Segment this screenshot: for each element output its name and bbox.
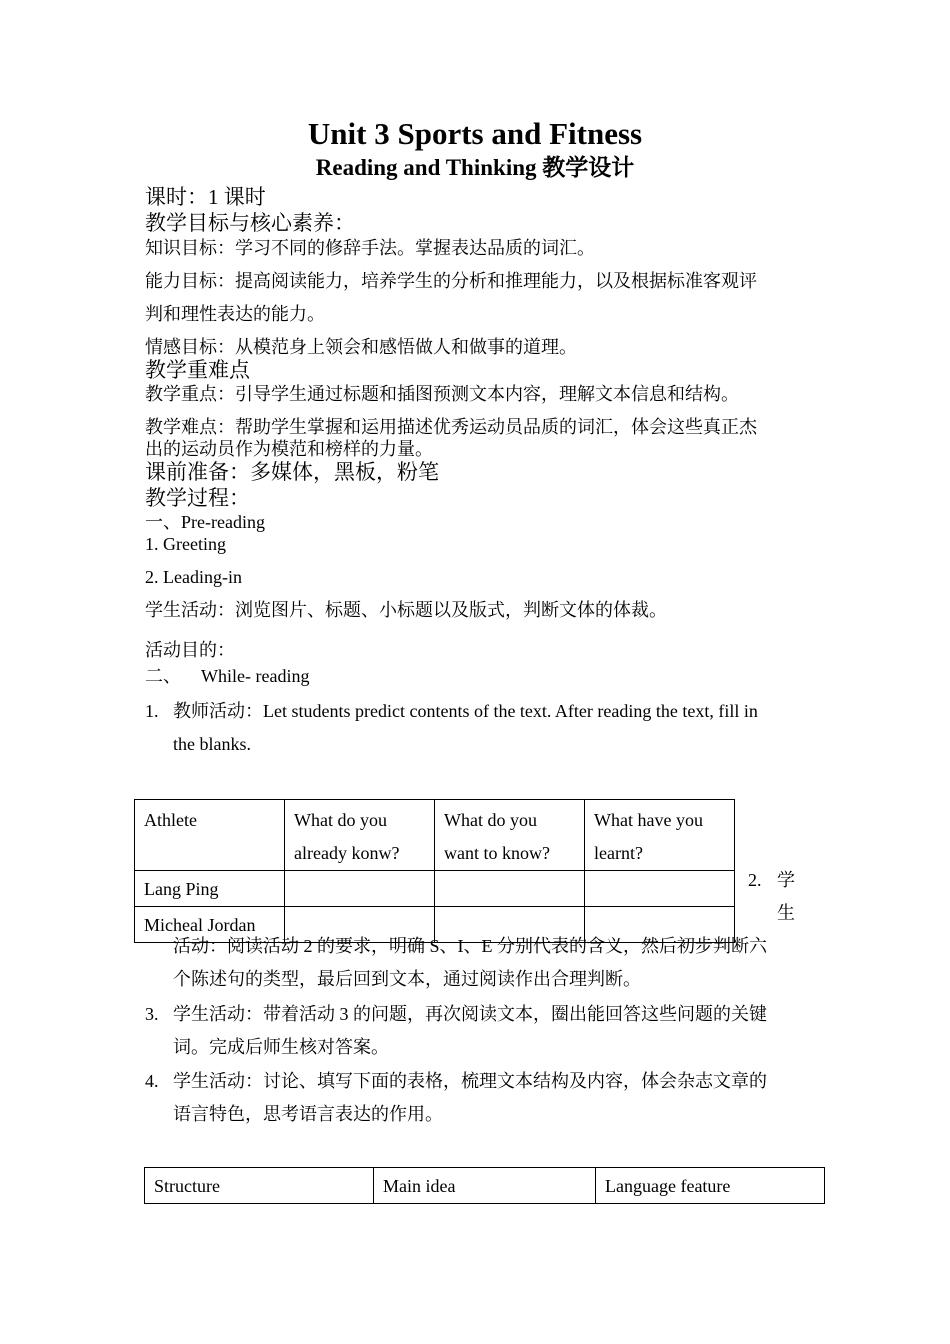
header-athlete: Athlete: [135, 800, 285, 871]
structure-table-header: [145, 1168, 825, 1204]
knowledge-goal: 知识目标：学习不同的修辞手法。掌握表达品质的词汇。: [145, 238, 595, 258]
prediction-table-header: [135, 800, 735, 871]
step-1-number: 1.: [145, 701, 159, 721]
greeting-step: 1. Greeting: [145, 534, 226, 554]
difficulty-line-1: 教学难点：帮助学生掌握和运用描述优秀运动员品质的词汇，体会这些真正杰: [145, 417, 757, 437]
table-cell: [435, 871, 585, 907]
header-language-feature: Language feature: [596, 1168, 825, 1204]
student-activity-1: 学生活动：浏览图片、标题、小标题以及版式，判断文体的体裁。: [145, 600, 667, 620]
difficulty-line-2: 出的运动员作为模范和榜样的力量。: [145, 439, 433, 459]
process-heading: 教学过程：: [145, 486, 250, 510]
header-main-idea: Main idea: [374, 1168, 596, 1204]
prediction-table: [134, 799, 735, 943]
step-2-number: 2.: [748, 870, 762, 890]
table-cell: [585, 871, 735, 907]
key-points-heading: 教学重难点: [145, 358, 250, 382]
document-subtitle: Reading and Thinking 教学设计: [315, 155, 635, 180]
step-3-line-1: 学生活动：带着活动 3 的问题，再次阅读文本，圈出能回答这些问题的关键: [173, 1004, 767, 1024]
structure-table: [144, 1167, 825, 1204]
objectives-heading: 教学目标与核心素养：: [145, 211, 355, 235]
lesson-time: 课时：1 课时: [145, 185, 266, 209]
table-cell: [285, 871, 435, 907]
document-title: Unit 3 Sports and Fitness: [307, 116, 643, 151]
header-want-to-know: What do you want to know?: [435, 800, 585, 871]
step-3-line-2: 词。完成后师生核对答案。: [173, 1037, 389, 1057]
while-reading-number: 二、: [145, 666, 181, 686]
emotion-goal: 情感目标：从模范身上领会和感悟做人和做事的道理。: [145, 337, 577, 357]
table-row: [135, 871, 735, 907]
header-already-know: What do you already konw?: [285, 800, 435, 871]
while-reading-heading: While- reading: [201, 666, 310, 686]
step-2-wrap-char-2: 生: [777, 903, 795, 923]
step-4-number: 4.: [145, 1071, 159, 1091]
step-1-line-1: 教师活动：Let students predict contents of the text. After reading the text, fill in: [173, 701, 758, 721]
athlete-name-cell: Micheal Jordan: [135, 907, 285, 943]
step-4-line-2: 语言特色，思考语言表达的作用。: [173, 1104, 443, 1124]
preparation: 课前准备：多媒体，黑板，粉笔: [145, 460, 439, 484]
leading-in-step: 2. Leading-in: [145, 567, 242, 587]
athlete-name-cell: Lang Ping: [135, 871, 285, 907]
pre-reading-heading: 一、Pre-reading: [145, 512, 265, 532]
key-point: 教学重点：引导学生通过标题和插图预测文本内容，理解文本信息和结构。: [145, 384, 739, 404]
ability-goal-line-2: 判和理性表达的能力。: [145, 304, 325, 324]
ability-goal-line-1: 能力目标：提高阅读能力，培养学生的分析和推理能力，以及根据标准客观评: [145, 271, 757, 291]
header-structure: Structure: [145, 1168, 374, 1204]
step-3-number: 3.: [145, 1004, 159, 1024]
step-2-line-1: 活动：阅读活动 2 的要求，明确 S、I、E 分别代表的含义，然后初步判断六: [173, 936, 767, 956]
step-4-line-1: 学生活动：讨论、填写下面的表格，梳理文本结构及内容，体会杂志文章的: [173, 1071, 767, 1091]
header-have-learnt: What have you learnt?: [585, 800, 735, 871]
step-2-line-2: 个陈述句的类型，最后回到文本，通过阅读作出合理判断。: [173, 969, 641, 989]
step-1-line-2: the blanks.: [173, 734, 251, 754]
step-2-wrap-char-1: 学: [777, 870, 795, 890]
activity-purpose: 活动目的：: [145, 640, 235, 660]
